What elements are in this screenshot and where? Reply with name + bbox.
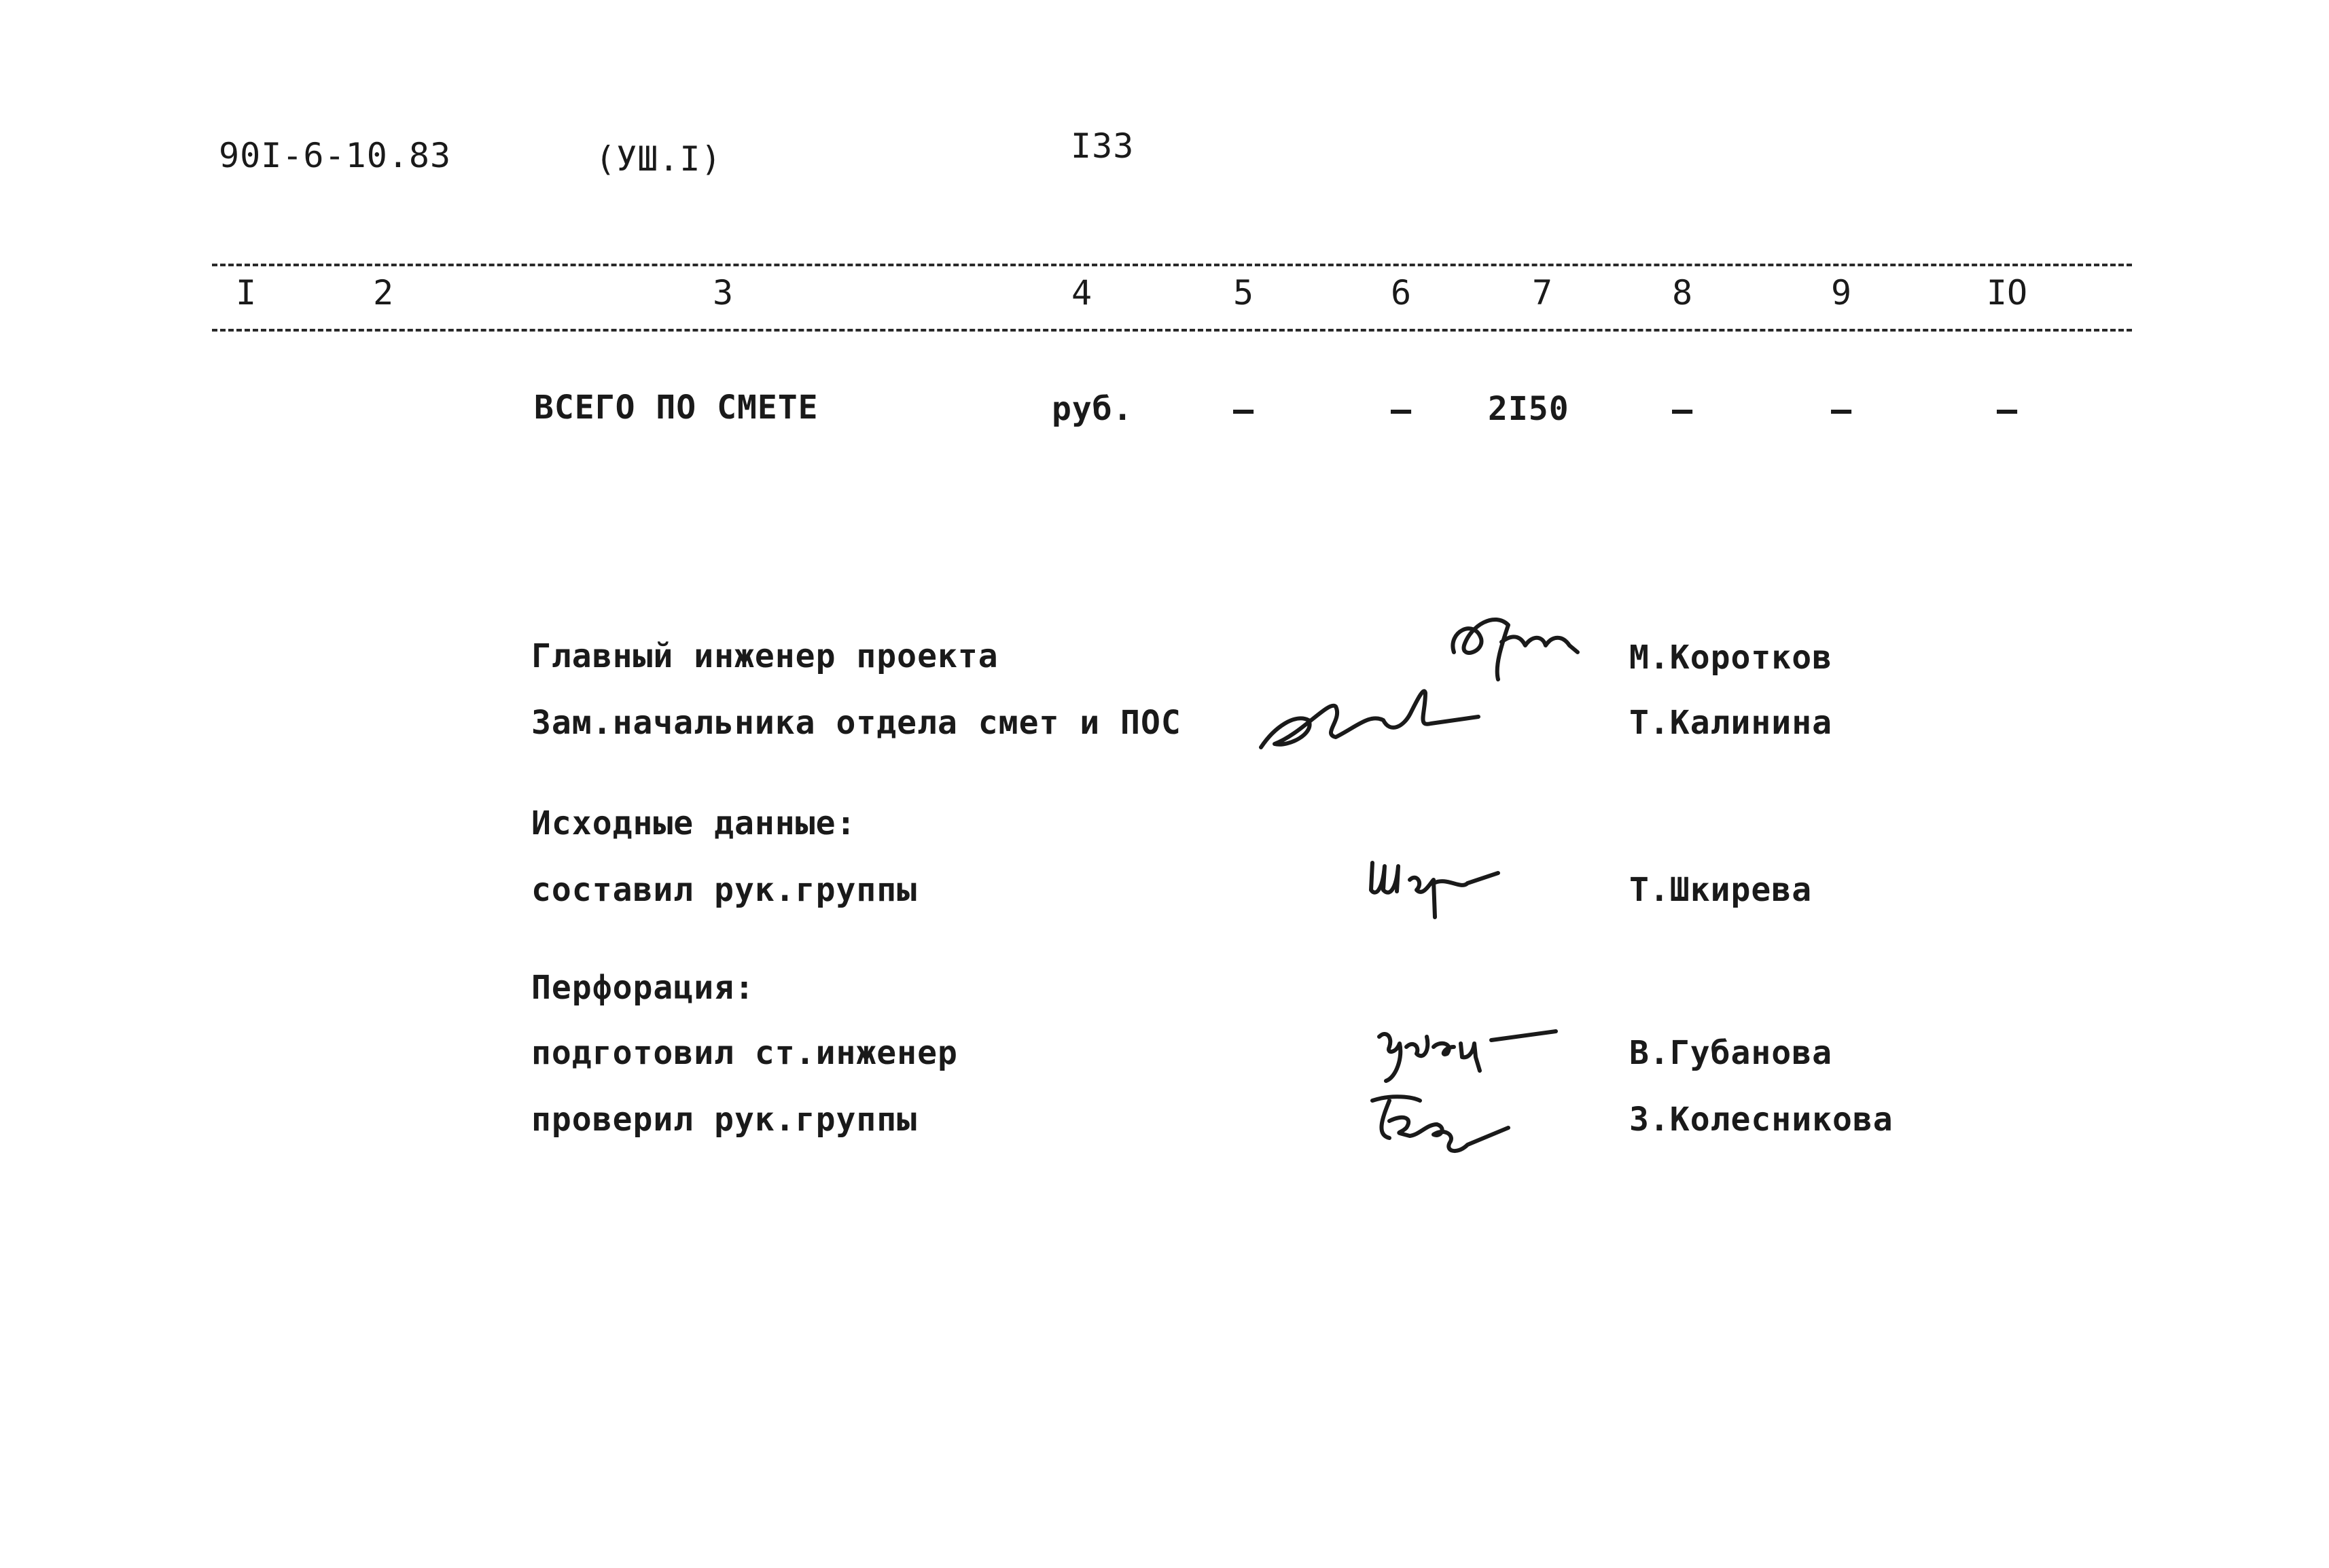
table-header-bottom-rule	[212, 329, 2132, 332]
perforation-heading: Перфорация:	[531, 969, 755, 1007]
column-number: 5	[1232, 273, 1254, 313]
source-data-heading: Исходные данные:	[531, 804, 857, 842]
column-number: 9	[1830, 273, 1852, 313]
checked-name: З.Колесникова	[1629, 1101, 1894, 1139]
column-number: 8	[1671, 273, 1693, 313]
checked-role: проверил рук.группы	[531, 1101, 918, 1139]
prepared-signature	[1366, 1016, 1569, 1091]
prepared-name: В.Губанова	[1629, 1034, 1832, 1072]
column-number: 2	[372, 273, 394, 313]
total-col9: –	[1830, 390, 1852, 429]
deputy-head-name: Т.Калинина	[1629, 704, 1832, 742]
chief-engineer-name: М.Коротков	[1629, 639, 1832, 677]
column-number: IO	[1986, 273, 2028, 313]
column-number: 6	[1390, 273, 1412, 313]
total-col6: –	[1390, 390, 1412, 429]
column-number: 4	[1071, 273, 1092, 313]
column-number: 7	[1531, 273, 1553, 313]
column-number: 3	[712, 273, 734, 313]
section-code: (УШ.I)	[595, 139, 722, 179]
total-unit: руб.	[1052, 390, 1133, 428]
total-col10: –	[1996, 390, 2018, 429]
total-col7-value: 2I50	[1488, 390, 1569, 428]
total-col8: –	[1671, 390, 1693, 429]
deputy-head-signature	[1247, 673, 1492, 761]
compiled-signature	[1359, 842, 1508, 924]
table-top-rule	[212, 264, 2132, 266]
total-label: ВСЕГО ПО СМЕТЕ	[534, 389, 819, 427]
checked-signature	[1352, 1087, 1529, 1162]
page-number: I33	[1071, 126, 1135, 166]
column-number: I	[235, 273, 257, 313]
compiled-role: составил рук.группы	[531, 871, 918, 909]
chief-engineer-role: Главный инженер проекта	[531, 637, 999, 675]
prepared-role: подготовил ст.инженер	[531, 1034, 958, 1072]
compiled-name: Т.Шкирева	[1629, 871, 1813, 909]
total-col5: –	[1232, 390, 1254, 429]
doc-code: 90I-6-10.83	[219, 136, 452, 175]
deputy-head-role: Зам.начальника отдела смет и ПОС	[531, 704, 1181, 742]
